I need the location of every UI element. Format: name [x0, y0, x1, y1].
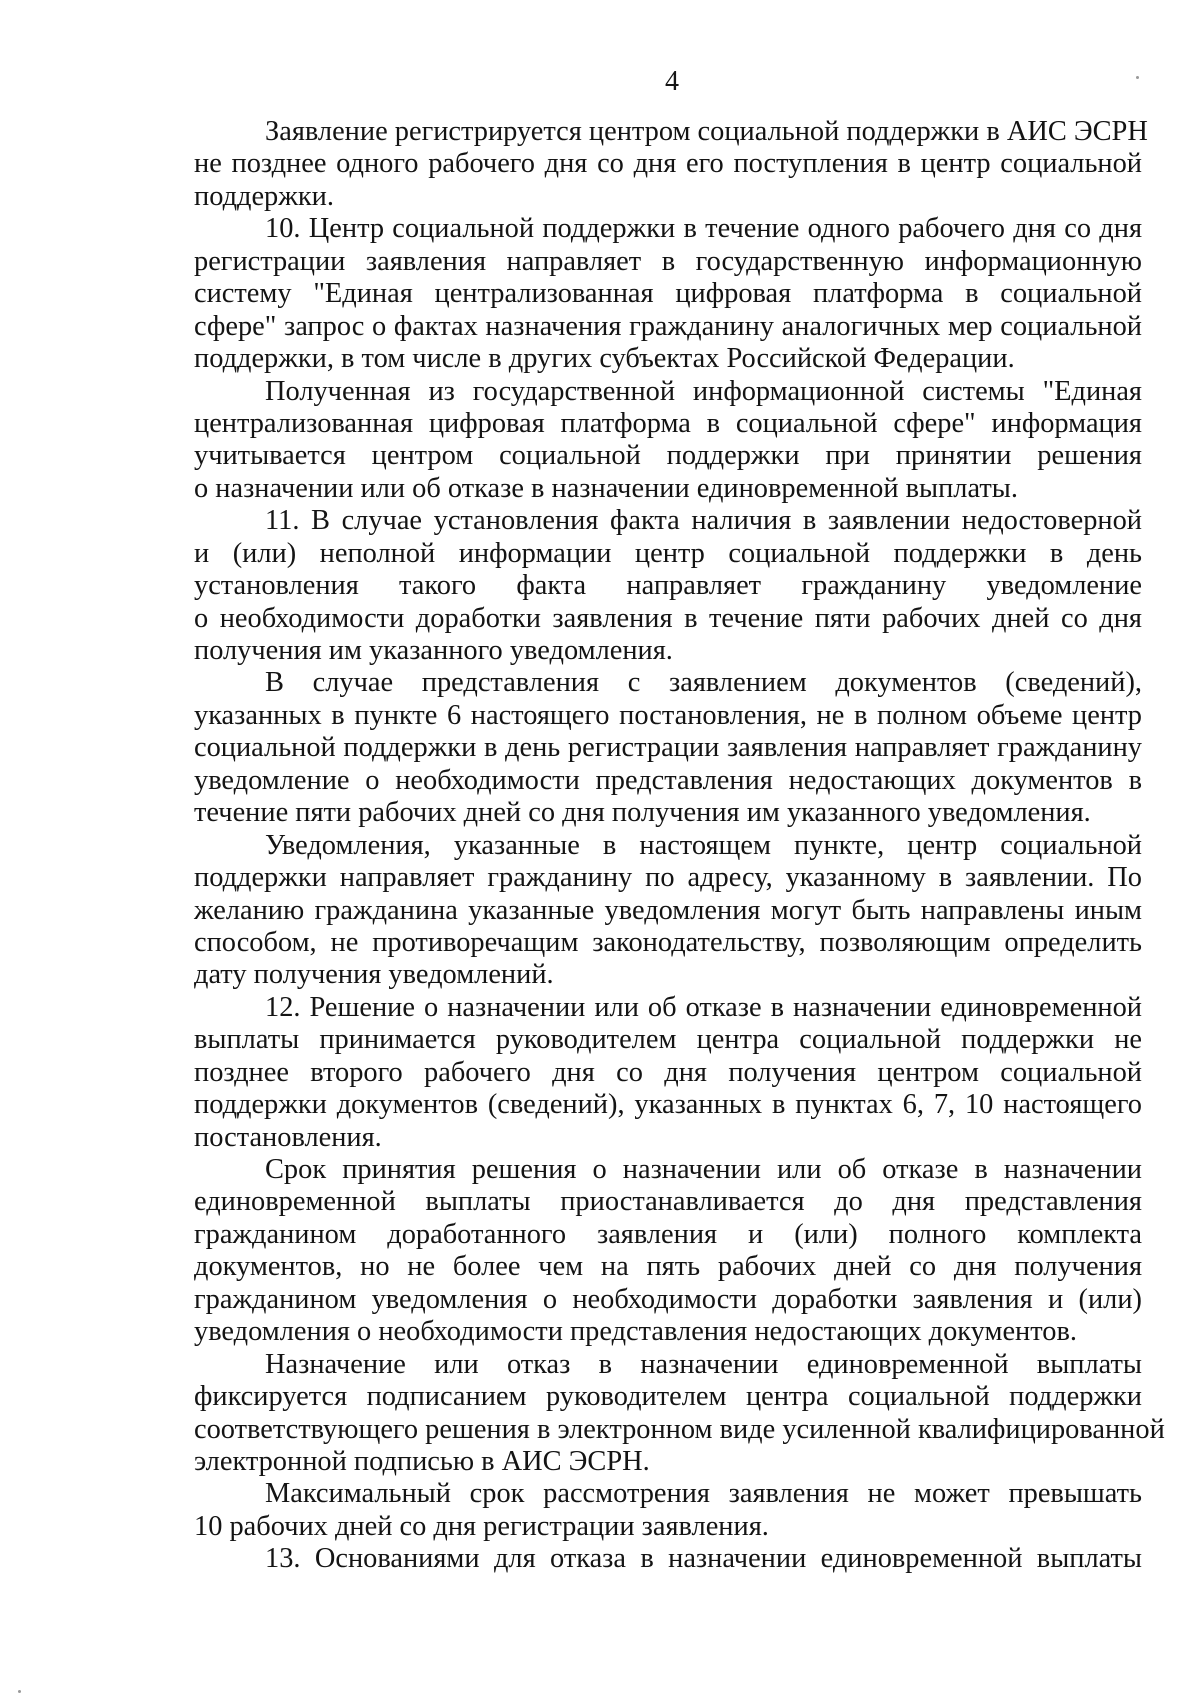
text-line: регистрации заявления направляет в государственную информационную: [194, 245, 1142, 277]
text-line: дату получения уведомлений.: [194, 959, 554, 991]
text-line: поддержки, в том числе в других субъектах Российской Федерации.: [194, 343, 1015, 375]
text-line: документов, но не более чем на пять рабочих дней со дня получения: [194, 1251, 1142, 1283]
text-line: желанию гражданина указанные уведомления могут быть направлены иным: [194, 894, 1142, 926]
text-line: течение пяти рабочих дней со дня получения им указанного уведомления.: [194, 797, 1091, 829]
text-line: социальной поддержки в день регистрации заявления направляет гражданину: [194, 732, 1142, 764]
text-line: уведомления о необходимости представления недостающих документов.: [194, 1316, 1077, 1348]
text-line: сфере" запрос о фактах назначения гражданину аналогичных мер социальной: [194, 310, 1142, 342]
text-line: гражданином уведомления о необходимости доработки заявления и (или): [194, 1283, 1142, 1315]
text-line: Назначение или отказ в назначении единовременной выплаты: [265, 1348, 1142, 1380]
text-line: Заявление регистрируется центром социальной поддержки в АИС ЭСРН: [265, 116, 1148, 147]
text-line: централизованная цифровая платформа в социальной сфере" информация: [194, 407, 1142, 439]
scan-speck: [1136, 76, 1139, 79]
text-line: позднее второго рабочего дня со дня получения центром социальной: [194, 1056, 1142, 1088]
text-line: поддержки направляет гражданину по адресу, указанному в заявлении. По: [194, 862, 1142, 894]
text-line: установления такого факта направляет гражданину уведомление: [194, 570, 1142, 602]
text-line: электронной подписью в АИС ЭСРН.: [194, 1445, 650, 1477]
text-line: единовременной выплаты приостанавливается до дня представления: [194, 1186, 1142, 1218]
text-line: 12. Решение о назначении или об отказе в назначении единовременной: [265, 991, 1142, 1023]
text-line: соответствующего решения в электронном виде усиленной квалифицированной: [194, 1413, 1165, 1445]
text-line: поддержки.: [194, 180, 334, 212]
text-line: выплаты принимается руководителем центра социальной поддержки не: [194, 1024, 1142, 1056]
text-line: получения им указанного уведомления.: [194, 635, 673, 666]
text-line: поддержки документов (сведений), указанных в пунктах 6, 7, 10 настоящего: [194, 1089, 1142, 1121]
text-line: о назначении или об отказе в назначении единовременной выплаты.: [194, 472, 1018, 504]
text-line: 10. Центр социальной поддержки в течение одного рабочего дня со дня: [265, 213, 1142, 245]
page-number: 4: [665, 66, 679, 97]
text-line: не позднее одного рабочего дня со дня его поступления в центр социальной: [194, 148, 1142, 180]
scan-speck: [18, 1690, 21, 1693]
text-line: постановления.: [194, 1121, 382, 1153]
text-line: Срок принятия решения о назначении или об отказе в назначении: [265, 1154, 1142, 1185]
document-body: [194, 116, 1165, 1576]
text-line: фиксируется подписанием руководителем центра социальной поддержки: [194, 1381, 1142, 1413]
text-line: Максимальный срок рассмотрения заявления не может превышать: [265, 1478, 1142, 1510]
text-line: указанных в пункте 6 настоящего постановления, не в полном объеме центр: [194, 699, 1142, 731]
text-line: учитывается центром социальной поддержки при принятии решения: [194, 440, 1142, 472]
text-line: о необходимости доработки заявления в течение пяти рабочих дней со дня: [194, 602, 1142, 634]
text-line: и (или) неполной информации центр социальной поддержки в день: [194, 537, 1142, 569]
text-line: 13. Основаниями для отказа в назначении единовременной выплаты: [265, 1543, 1142, 1575]
text-line: Полученная из государственной информационной системы "Единая: [265, 375, 1142, 407]
text-line: систему "Единая централизованная цифровая платформа в социальной: [194, 278, 1142, 310]
text-line: гражданином доработанного заявления и (или) полного комплекта: [194, 1218, 1142, 1250]
text-line: Уведомления, указанные в настоящем пункте, центр социальной: [265, 829, 1142, 861]
text-line: способом, не противоречащим законодательству, позволяющим определить: [194, 926, 1142, 958]
text-line: В случае представления с заявлением документов (сведений),: [265, 667, 1142, 699]
text-line: уведомление о необходимости представления недостающих документов в: [194, 764, 1142, 796]
text-line: 11. В случае установления факта наличия в заявлении недостоверной: [265, 505, 1142, 537]
text-line: 10 рабочих дней со дня регистрации заявления.: [194, 1510, 769, 1542]
